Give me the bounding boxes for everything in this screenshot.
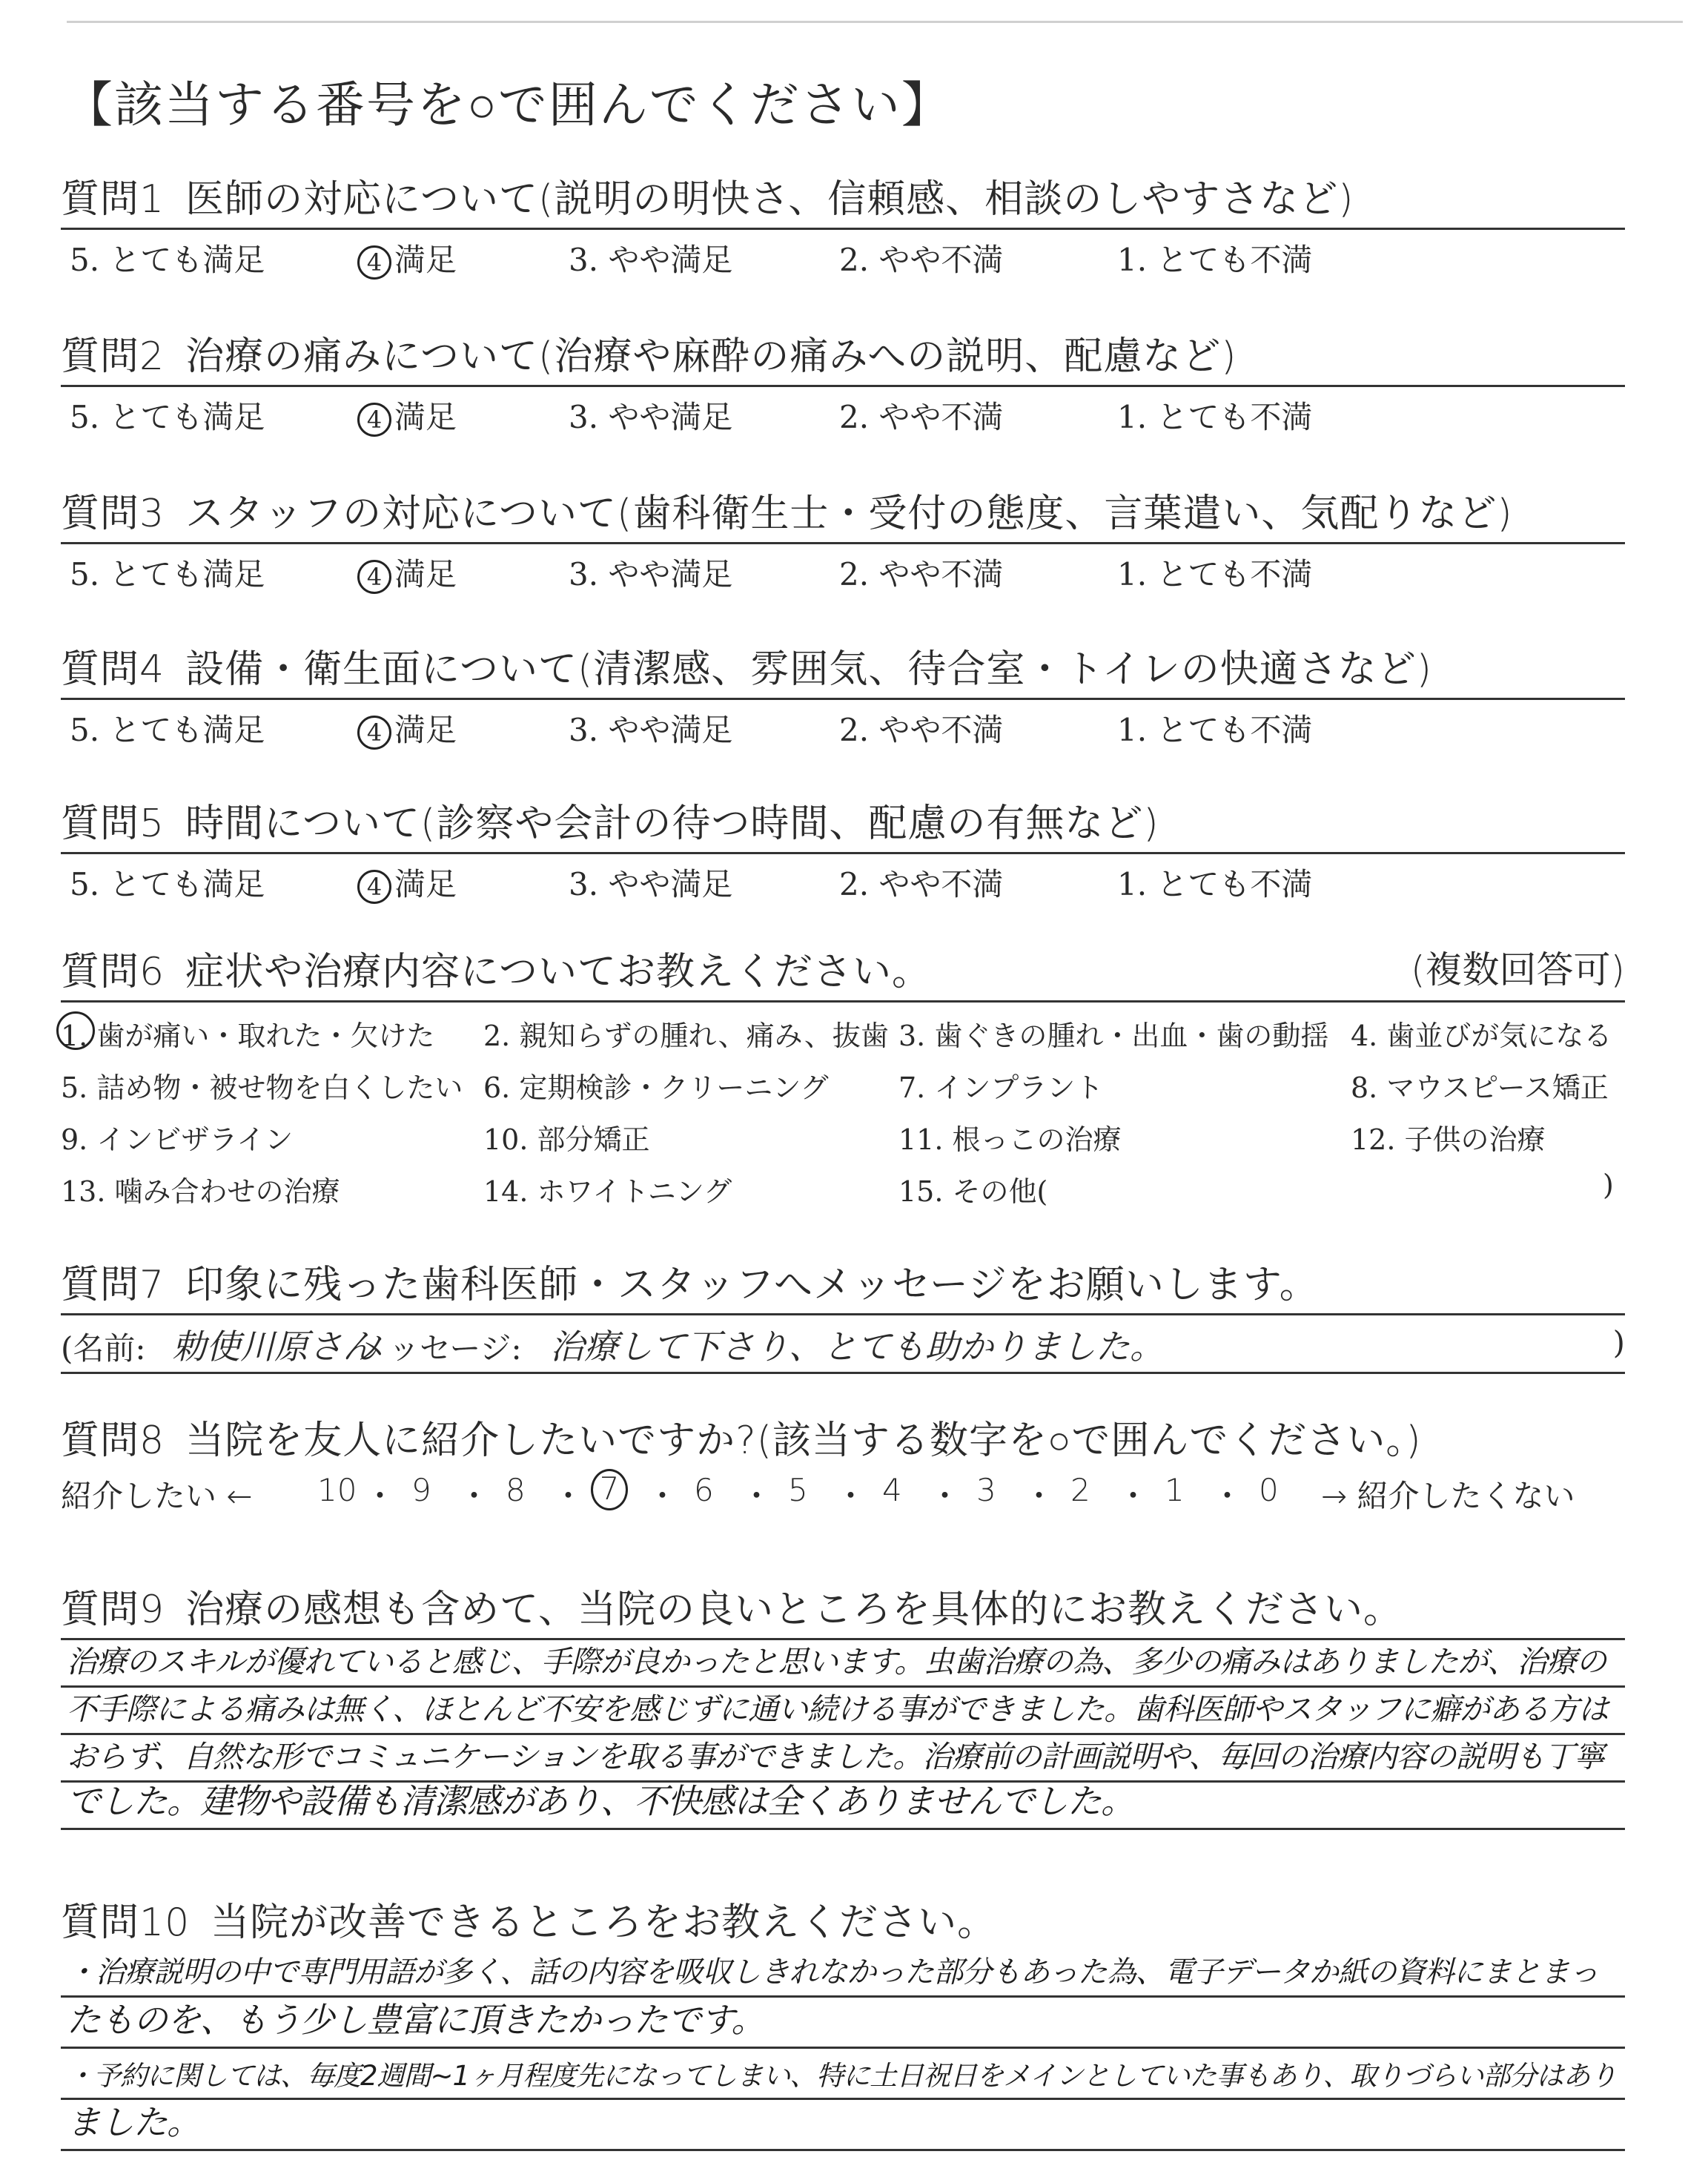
question-title: [61, 940, 1625, 996]
answer-line: [61, 2100, 1625, 2151]
option-4-label: 満足: [394, 712, 457, 748]
handwritten-text: でした。建物や設備も清潔感があり、不快感は全くありませんでした。: [67, 1781, 1134, 1821]
question-title: [61, 1409, 1625, 1464]
symptom-options: [61, 1003, 1625, 1218]
scale-left-label: 紹介したい ←: [61, 1478, 253, 1514]
handwritten-text: ・治療説明の中で専門用語が多く、話の内容を吸収しきれなかった部分もあった為、電子データか紙の資料にまとまっ: [67, 1955, 1598, 1989]
question-10: [61, 1891, 1625, 2151]
selection-circle: [56, 1011, 95, 1050]
option-4[interactable]: [357, 393, 457, 437]
question-number: 質問3: [61, 492, 165, 536]
question-number: 質問5: [61, 802, 165, 846]
rating-options: [61, 854, 1625, 902]
option-1[interactable]: 1. とても不満: [1117, 556, 1313, 592]
answer-line: [61, 1640, 1625, 1688]
handwritten-text: おらず、自然な形でコミュニケーションを取る事ができました。治療前の計画説明や、毎回の治療内容の説明も丁寧: [67, 1739, 1604, 1774]
question-text: 医師の対応について(説明の明快さ、信頼感、相談のしやすさなど): [185, 177, 1354, 222]
question-text: 時間について(診察や会計の待つ時間、配慮の有無など): [185, 802, 1159, 846]
scale-separator: ・: [364, 1478, 396, 1514]
option-5[interactable]: 5. とても満足: [70, 556, 265, 592]
question-title: [61, 1891, 1625, 1946]
scale-value-2[interactable]: 2: [1070, 1472, 1090, 1508]
handwritten-answer: [61, 1946, 1625, 2151]
question-title: [61, 1253, 1625, 1309]
underline: [61, 1372, 1625, 1374]
question-text: スタッフの対応について(歯科衛生士・受付の態度、言葉遣い、気配りなど): [185, 492, 1513, 536]
answer-line: [61, 1998, 1625, 2049]
question-number: 質問1: [61, 177, 165, 222]
scale-value-9[interactable]: 9: [411, 1472, 431, 1508]
symptom-option-4[interactable]: 4. 歯並びが気になる: [1351, 1020, 1612, 1052]
symptom-option-11[interactable]: 11. 根っこの治療: [898, 1123, 1122, 1156]
option-4[interactable]: [357, 236, 457, 280]
scale-separator: ・: [929, 1478, 961, 1514]
question-title: [61, 638, 1625, 693]
question-9: [61, 1578, 1625, 1830]
question-text: 症状や治療内容についてお教えください。: [185, 950, 932, 994]
scale-separator: ・: [458, 1478, 490, 1514]
circled-number: 4: [357, 870, 391, 904]
symptom-option-7[interactable]: 7. インプラント: [898, 1071, 1104, 1104]
answer-line: [61, 1688, 1625, 1735]
symptom-option-12[interactable]: 12. 子供の治療: [1351, 1123, 1546, 1156]
question-title: [61, 792, 1625, 848]
option-5[interactable]: 5. とても満足: [70, 712, 265, 748]
option-4-label: 満足: [394, 866, 457, 902]
question-number: 質問4: [61, 647, 165, 692]
question-title: [61, 1578, 1625, 1634]
rating-options: [61, 700, 1625, 747]
handwritten-text: 治療のスキルが優れていると感じ、手際が良かったと思います。虫歯治療の為、多少の痛みはありましたが、治療の: [67, 1644, 1606, 1680]
multiple-answers-note: (複数回答可): [1410, 948, 1625, 991]
name-label: (名前:: [61, 1330, 146, 1367]
option-4-label: 満足: [394, 556, 457, 592]
question-number: 質問9: [61, 1588, 165, 1632]
handwritten-answer: [61, 1640, 1625, 1830]
question-title: [61, 482, 1625, 538]
option-4-label: 満足: [394, 242, 457, 278]
question-4: [61, 638, 1625, 747]
question-title: [61, 325, 1625, 380]
option-5[interactable]: 5. とても満足: [70, 242, 265, 278]
recommend-scale: [61, 1464, 1625, 1516]
scale-value-0[interactable]: 0: [1259, 1472, 1279, 1508]
question-text: 当院を友人に紹介したいですか?(該当する数字を○で囲んでください。): [185, 1418, 1422, 1463]
question-7: [61, 1253, 1625, 1374]
option-5[interactable]: 5. とても満足: [70, 399, 265, 435]
symptom-option-8[interactable]: 8. マウスピース矯正: [1351, 1071, 1609, 1104]
scale-separator: ・: [1023, 1478, 1055, 1514]
scale-right-label: → 紹介したくない: [1321, 1478, 1575, 1514]
scale-value-3[interactable]: 3: [976, 1472, 996, 1508]
question-number: 質問2: [61, 334, 165, 379]
symptom-option-6[interactable]: 6. 定期検診・クリーニング: [483, 1071, 829, 1104]
handwritten-message: 治療して下さり、とても助かりました。: [550, 1327, 1164, 1367]
answer-line: [61, 1946, 1625, 1998]
option-3[interactable]: 3. やや満足: [569, 712, 733, 748]
symptom-option-1[interactable]: 1. 歯が痛い・取れた・欠けた: [61, 1020, 435, 1052]
question-5: [61, 792, 1625, 902]
option-2[interactable]: 2. やや不満: [839, 399, 1004, 435]
symptom-option-10[interactable]: 10. 部分矯正: [483, 1123, 650, 1156]
symptom-option-2[interactable]: 2. 親知らずの腫れ、痛み、抜歯: [483, 1020, 889, 1052]
option-2[interactable]: 2. やや不満: [839, 712, 1004, 748]
option-2[interactable]: 2. やや不満: [839, 556, 1004, 592]
rating-options: [61, 230, 1625, 277]
option-4[interactable]: [357, 550, 457, 595]
circled-number: 4: [357, 716, 391, 750]
handwritten-text: ・予約に関しては、毎度2週間~1ヶ月程度先になってしまい、特に土日祝日をメインとしていた事もあり、取りづらい部分はあり: [67, 2060, 1617, 2092]
answer-line: [61, 1783, 1625, 1830]
scale-value-7[interactable]: 7: [591, 1469, 628, 1510]
option-2[interactable]: 2. やや不満: [839, 242, 1004, 278]
option-4[interactable]: [357, 860, 457, 905]
symptom-option-13[interactable]: 13. 噛み合わせの治療: [61, 1175, 340, 1208]
close-paren: ): [1612, 1324, 1625, 1361]
question-1: [61, 168, 1625, 277]
question-number: 質問6: [61, 950, 165, 994]
question-number: 質問10: [61, 1900, 191, 1945]
circled-number: 4: [357, 560, 391, 594]
option-3[interactable]: 3. やや満足: [569, 866, 733, 902]
scale-separator: ・: [1117, 1478, 1149, 1514]
scale-value-1[interactable]: 1: [1165, 1472, 1185, 1508]
handwritten-text: ました。: [67, 2102, 200, 2142]
question-2: [61, 325, 1625, 435]
symptom-option-16[interactable]: ): [1603, 1169, 1614, 1201]
question-text: 当院が改善できるところをお教えください。: [211, 1900, 997, 1945]
handwritten-text: たものを、もう少し豊富に頂きたかったです。: [67, 2000, 765, 2040]
option-1[interactable]: 1. とても不満: [1117, 242, 1313, 278]
scale-separator: ・: [741, 1478, 772, 1514]
question-3: [61, 482, 1625, 592]
scale-value-4[interactable]: 4: [882, 1472, 902, 1508]
symptom-option-5[interactable]: 5. 詰め物・被せ物を白くしたい: [61, 1071, 463, 1104]
message-line: [61, 1315, 1625, 1372]
option-4[interactable]: [357, 706, 457, 750]
question-text: 治療の感想も含めて、当院の良いところを具体的にお教えください。: [185, 1588, 1403, 1632]
rating-options: [61, 387, 1625, 435]
circled-number: 4: [357, 245, 391, 280]
option-1[interactable]: 1. とても不満: [1117, 399, 1313, 435]
option-5[interactable]: 5. とても満足: [70, 866, 265, 902]
scale-separator: ・: [552, 1478, 584, 1514]
question-8: [61, 1409, 1625, 1516]
answer-line: [61, 2049, 1625, 2100]
message-label: メッセージ:: [357, 1330, 522, 1367]
question-number: 質問7: [61, 1263, 165, 1307]
circled-number: 4: [357, 403, 391, 437]
option-1[interactable]: 1. とても不満: [1117, 866, 1313, 902]
option-3[interactable]: 3. やや満足: [569, 556, 733, 592]
rating-options: [61, 544, 1625, 592]
scale-value-10[interactable]: 10: [317, 1472, 357, 1508]
symptom-option-9[interactable]: 9. インビザライン: [61, 1123, 294, 1156]
scale-value-6[interactable]: 6: [694, 1472, 714, 1508]
symptom-option-15[interactable]: 15. その他(: [898, 1175, 1048, 1208]
handwritten-text: 不手際による痛みは無く、ほとんど不安を感じずに通い続ける事ができました。歯科医師やスタッフに癖がある方は: [67, 1691, 1609, 1727]
top-border: [67, 21, 1683, 23]
question-text: 治療の痛みについて(治療や麻酔の痛みへの説明、配慮など): [185, 334, 1237, 379]
handwritten-name: 勅使川原さん: [172, 1327, 377, 1367]
symptom-option-14[interactable]: 14. ホワイトニング: [483, 1175, 732, 1208]
scale-separator: ・: [646, 1478, 678, 1514]
option-1[interactable]: 1. とても不満: [1117, 712, 1313, 748]
question-number: 質問8: [61, 1418, 165, 1463]
option-3[interactable]: 3. やや満足: [569, 399, 733, 435]
scale-value-5[interactable]: 5: [788, 1472, 808, 1508]
option-3[interactable]: 3. やや満足: [569, 242, 733, 278]
scale-separator: ・: [1211, 1478, 1243, 1514]
option-4-label: 満足: [394, 399, 457, 435]
question-text: 印象に残った歯科医師・スタッフへメッセージをお願いします。: [185, 1263, 1319, 1307]
symptom-option-3[interactable]: 3. 歯ぐきの腫れ・出血・歯の動揺: [898, 1020, 1329, 1052]
scale-value-8[interactable]: 8: [506, 1472, 526, 1508]
page-heading: 【該当する番号を○で囲んでください】: [64, 76, 952, 133]
option-2[interactable]: 2. やや不満: [839, 866, 1004, 902]
scale-separator: ・: [835, 1478, 867, 1514]
question-title: [61, 168, 1625, 223]
question-6: [61, 940, 1625, 1218]
question-text: 設備・衛生面について(清潔感、雰囲気、待合室・トイレの快適さなど): [185, 647, 1433, 692]
